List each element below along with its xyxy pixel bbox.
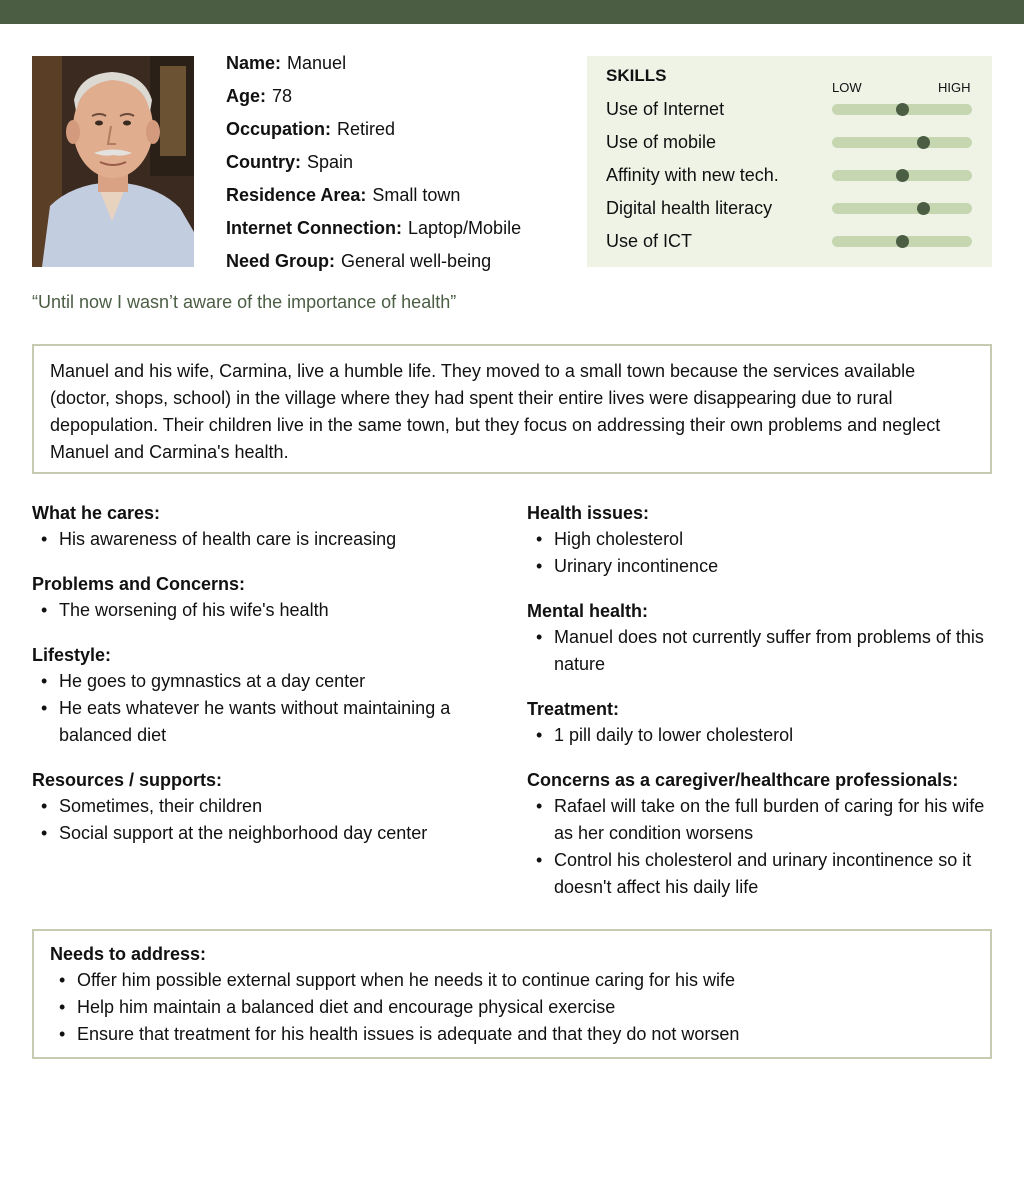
skill-level-marker	[896, 235, 909, 248]
skills-title: SKILLS	[606, 66, 667, 85]
profile-internet-row	[226, 215, 571, 248]
persona-story: Manuel and his wife, Carmina, live a humble life. They moved to a small town because the services available (doctor, shops, school) in the village where they had spent their entire lives were disappearing due to rural depopulation. Their children live in the same town, but they focus on addressing their own problems and neglect Manuel and Carmina's health.	[32, 344, 992, 474]
section-treatment	[527, 696, 997, 749]
bullet-list	[527, 624, 997, 678]
list-item: • High cholesterol	[527, 526, 997, 553]
needs-box	[32, 929, 992, 1059]
skill-label: Use of ICT	[606, 231, 693, 251]
section-lifestyle	[32, 642, 502, 749]
skill-row	[606, 97, 976, 121]
skill-label: Use of Internet	[606, 99, 725, 119]
skill-track	[832, 137, 972, 148]
profile-occupation-value: Retired	[337, 119, 396, 139]
list-item: • The worsening of his wife's health	[32, 597, 502, 624]
profile-internet-value: Laptop/Mobile	[408, 218, 522, 238]
skill-track	[832, 104, 972, 115]
needs-list	[50, 967, 974, 1048]
section-title: Problems and Concerns:	[32, 574, 246, 594]
section-title: Treatment:	[527, 699, 620, 719]
skill-level-marker	[896, 169, 909, 182]
bullet-list	[32, 597, 502, 624]
profile-info	[226, 50, 571, 281]
skill-row	[606, 229, 976, 253]
profile-age-label: Age:	[226, 86, 266, 106]
needs-title: Needs to address:	[50, 944, 207, 964]
list-item: • Control his cholesterol and urinary incontinence so it doesn't affect his daily life	[527, 847, 997, 901]
list-item: • Ensure that treatment for his health issues is adequate and that they do not worsen	[50, 1021, 974, 1048]
profile-need-group-value: General well-being	[341, 251, 492, 271]
left-column	[32, 500, 502, 865]
profile-age-row	[226, 83, 571, 116]
bullet-list	[32, 793, 502, 847]
skill-row	[606, 196, 976, 220]
section-mental-health	[527, 598, 997, 678]
section-title: Mental health:	[527, 601, 649, 621]
profile-country-value: Spain	[307, 152, 354, 172]
profile-residence-row	[226, 182, 571, 215]
profile-residence-value: Small town	[372, 185, 461, 205]
profile-residence-label: Residence Area:	[226, 185, 367, 205]
profile-occupation-label: Occupation:	[226, 119, 332, 139]
list-item: • 1 pill daily to lower cholesterol	[527, 722, 997, 749]
section-title: Resources / supports:	[32, 770, 223, 790]
skill-level-marker	[896, 103, 909, 116]
list-item: • His awareness of health care is increasing	[32, 526, 502, 553]
skills-panel	[587, 56, 992, 267]
section-resources-supports	[32, 767, 502, 847]
list-item: • He eats whatever he wants without maintaining a balanced diet	[32, 695, 502, 749]
profile-age-value: 78	[272, 86, 293, 106]
bullet-list	[527, 793, 997, 901]
list-item: • Offer him possible external support when he needs it to continue caring for his wife	[50, 967, 974, 994]
profile-internet-label: Internet Connection:	[226, 218, 402, 238]
list-item: • Manuel does not currently suffer from problems of this nature	[527, 624, 997, 678]
profile-name-row	[226, 50, 571, 83]
skill-row	[606, 163, 976, 187]
right-column	[527, 500, 997, 919]
skill-level-marker	[917, 136, 930, 149]
skill-label: Digital health literacy	[606, 198, 773, 218]
persona-quote: “Until now I wasn’t aware of the importance of health”	[32, 292, 457, 312]
skill-row	[606, 130, 976, 154]
skill-label: Use of mobile	[606, 132, 717, 152]
bullet-list	[32, 526, 502, 553]
skill-track	[832, 170, 972, 181]
profile-occupation-row	[226, 116, 571, 149]
bullet-list	[527, 722, 997, 749]
list-item: • Help him maintain a balanced diet and encourage physical exercise	[50, 994, 974, 1021]
section-title: What he cares:	[32, 503, 161, 523]
section-title: Lifestyle:	[32, 645, 112, 665]
skill-track	[832, 236, 972, 247]
skill-level-marker	[917, 202, 930, 215]
list-item: • He goes to gymnastics at a day center	[32, 668, 502, 695]
profile-name-label: Name:	[226, 53, 282, 73]
list-item: • Sometimes, their children	[32, 793, 502, 820]
skill-label: Affinity with new tech.	[606, 165, 779, 185]
bullet-list	[527, 526, 997, 580]
skills-low-label: LOW	[832, 80, 862, 95]
section-title: Concerns as a caregiver/healthcare professionals:	[527, 770, 959, 790]
section-health-issues	[527, 500, 997, 580]
section-what-he-cares	[32, 500, 502, 553]
persona-photo	[32, 56, 194, 267]
profile-need-group-label: Need Group:	[226, 251, 336, 271]
profile-country-row	[226, 149, 571, 182]
profile-need-group-row	[226, 248, 571, 281]
section-caregiver-concerns	[527, 767, 997, 901]
section-problems-concerns	[32, 571, 502, 624]
list-item: • Social support at the neighborhood day center	[32, 820, 502, 847]
list-item: • Rafael will take on the full burden of caring for his wife as her condition worsens	[527, 793, 997, 847]
profile-country-label: Country:	[226, 152, 301, 172]
profile-name-value: Manuel	[287, 53, 347, 73]
section-title: Health issues:	[527, 503, 650, 523]
bullet-list	[32, 668, 502, 749]
top-bar	[0, 0, 1024, 24]
list-item: • Urinary incontinence	[527, 553, 997, 580]
skill-track	[832, 203, 972, 214]
skills-high-label: HIGH	[938, 80, 971, 95]
